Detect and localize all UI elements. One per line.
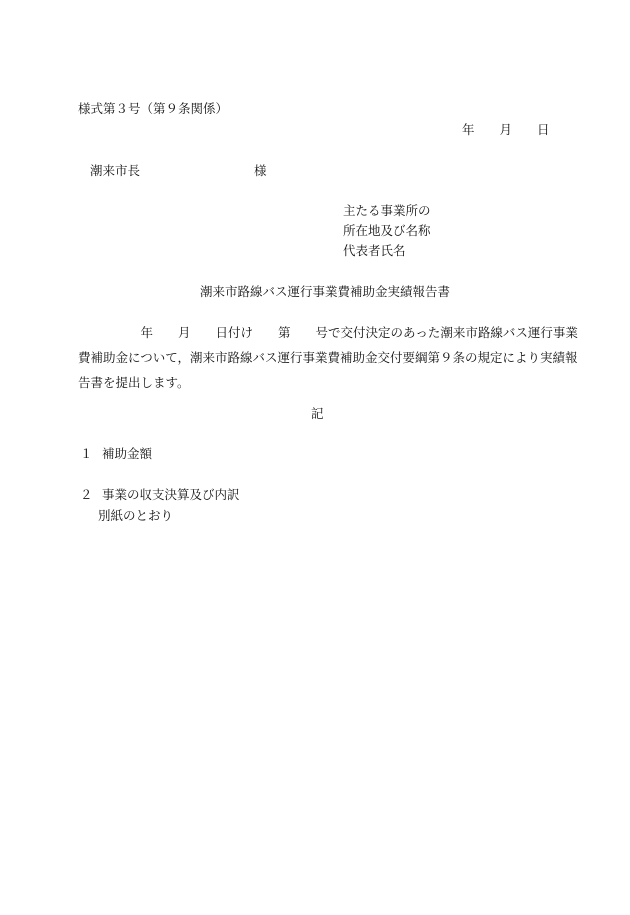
item-label: 事業の収支決算及び内訳: [102, 487, 240, 502]
date-line: 年 月 日: [462, 122, 550, 137]
document-title: 潮来市路線バス運行事業費補助金実績報告書: [200, 284, 451, 299]
body-line: 費補助金について，潮来市路線バス運行事業費補助金交付要綱第９条の規定により実績報: [78, 350, 578, 365]
ki-label: 記: [311, 406, 324, 421]
body-line: 年 月 日付け 第 号で交付決定のあった潮来市路線バス運行事業: [78, 325, 578, 340]
body-paragraph: [78, 320, 578, 395]
item-sub-note: 別紙のとおり: [98, 508, 174, 523]
body-line: 告書を提出します。: [78, 375, 190, 390]
applicant-office-label: 主たる事業所の: [343, 203, 431, 218]
form-header: 様式第３号（第９条関係）: [78, 101, 229, 116]
applicant-representative-label: 代表者氏名: [343, 243, 406, 258]
item-number: １: [80, 446, 93, 461]
addressee-name: 潮来市長: [90, 163, 141, 178]
item-number: ２: [80, 487, 93, 502]
applicant-address-label: 所在地及び名称: [343, 223, 431, 238]
addressee-honorific: 様: [254, 163, 267, 178]
item-label: 補助金額: [102, 446, 153, 461]
